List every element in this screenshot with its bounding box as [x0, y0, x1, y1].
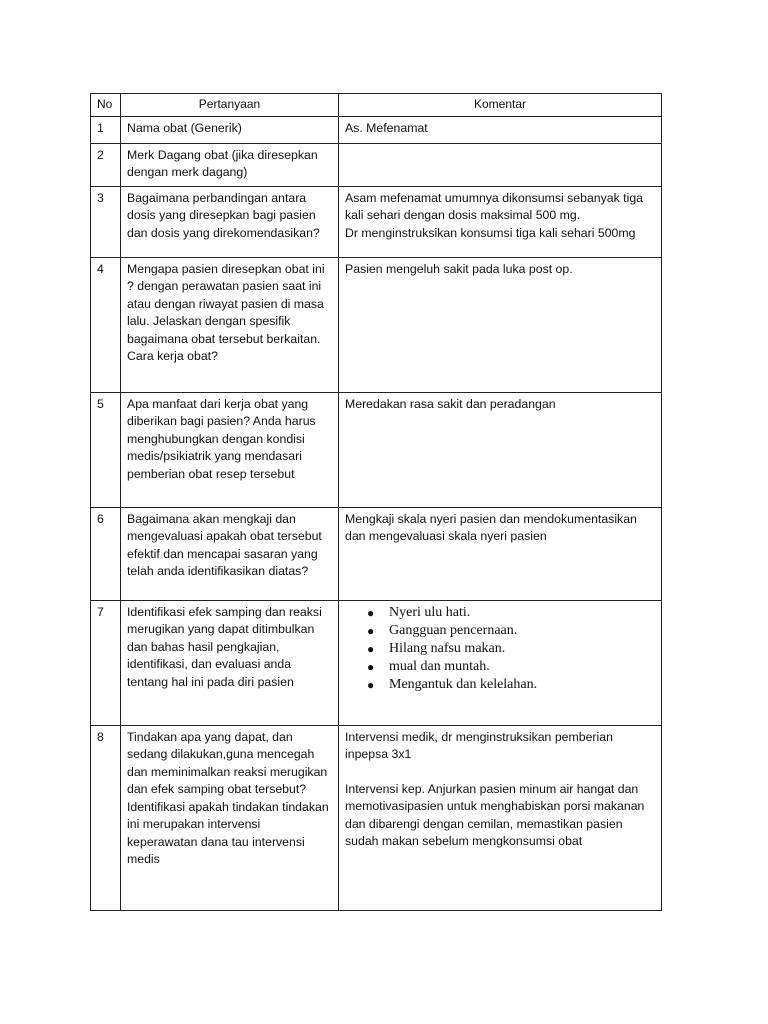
row-number: 5: [91, 392, 121, 507]
row-question: Bagaimana perbandingan antara dosis yang diresepkan bagi pasien dan dosis yang direkomendasikan?: [121, 186, 339, 257]
header-comment: Komentar: [339, 94, 662, 117]
row-comment: [339, 725, 662, 910]
row-number: 1: [91, 116, 121, 143]
row-question: Bagaimana akan mengkaji dan mengevaluasi apakah obat tersebut efektif dan mencapai sasaran yang telah anda identifikasikan diatas?: [121, 507, 339, 600]
list-item: ● Nyeri ulu hati.: [367, 604, 471, 620]
comment-line: Asam mefenamat umumnya dikonsumsi sebanyak tiga kali sehari dengan dosis maksimal 500 mg.: [345, 190, 643, 222]
row-question: Nama obat (Generik): [121, 116, 339, 143]
row-number: 6: [91, 507, 121, 600]
table-row: [91, 600, 662, 725]
row-number: 7: [91, 600, 121, 725]
comment-line: Intervensi kep. Anjurkan pasien minum air hangat dan memotivasipasien untuk menghabiskan porsi makanan dan dibarengi dengan cemilan, memastikan pasien sudah makan sebelum mengkonsumsi obat: [345, 781, 645, 848]
row-question: Tindakan apa yang dapat, dan sedang dilakukan,guna mencegah dan meminimalkan reaksi merugikan dan efek samping obat tersebut? Identifikasi apakah tindakan tindakan ini merupakan intervensi keperawatan dana tau intervensi medis: [121, 725, 339, 910]
row-number: 4: [91, 257, 121, 392]
row-question: Apa manfaat dari kerja obat yang diberikan bagi pasien? Anda harus menghubungkan dengan kondisi medis/psikiatrik yang mendasari pemberian obat resep tersebut: [121, 392, 339, 507]
row-comment: [339, 186, 662, 257]
table-header-row: [91, 94, 662, 117]
row-comment: [339, 143, 662, 186]
table-row: [91, 116, 662, 143]
row-comment: Mengkaji skala nyeri pasien dan mendokumentasikan dan mengevaluasi skala nyeri pasien: [339, 507, 662, 600]
table-row: [91, 186, 662, 257]
comment-line: Dr menginstruksikan konsumsi tiga kali sehari 500mg: [345, 225, 636, 240]
bullet-icon: ●: [367, 623, 375, 638]
row-number: 2: [91, 143, 121, 186]
row-number: 3: [91, 186, 121, 257]
list-item: ● Gangguan pencernaan.: [367, 622, 518, 638]
table-row: [91, 143, 662, 186]
side-effects-list: [345, 604, 655, 694]
row-question: Merk Dagang obat (jika diresepkan dengan merk dagang): [121, 143, 339, 186]
table-row: [91, 507, 662, 600]
bullet-icon: ●: [367, 641, 375, 656]
comment-line: Intervensi medik, dr menginstruksikan pemberian inpepsa 3x1: [345, 729, 613, 761]
row-question: Identifikasi efek samping dan reaksi merugikan yang dapat ditimbulkan dan bahas hasil pengkajian, identifikasi, dan evaluasi anda tentang hal ini pada diri pasien: [121, 600, 339, 725]
header-question: Pertanyaan: [121, 94, 339, 117]
bullet-icon: ●: [367, 677, 375, 692]
row-number: 8: [91, 725, 121, 910]
medication-questionnaire-table: [90, 93, 662, 911]
row-comment: Pasien mengeluh sakit pada luka post op.: [339, 257, 662, 392]
table-row: [91, 392, 662, 507]
list-item: ● Mengantuk dan kelelahan.: [367, 676, 538, 692]
table-row: [91, 725, 662, 910]
list-item: ● Hilang nafsu makan.: [367, 640, 506, 656]
header-no: No: [91, 94, 121, 117]
row-comment: As. Mefenamat: [339, 116, 662, 143]
list-item: ● mual dan muntah.: [367, 658, 490, 674]
bullet-icon: ●: [367, 659, 375, 674]
table-row: [91, 257, 662, 392]
row-comment: Meredakan rasa sakit dan peradangan: [339, 392, 662, 507]
row-comment: [339, 600, 662, 725]
bullet-icon: ●: [367, 605, 375, 620]
row-question: Mengapa pasien diresepkan obat ini ? dengan perawatan pasien saat ini atau dengan riwayat pasien di masa lalu. Jelaskan dengan spesifik bagaimana obat tersebut berkaitan. Cara kerja obat?: [121, 257, 339, 392]
